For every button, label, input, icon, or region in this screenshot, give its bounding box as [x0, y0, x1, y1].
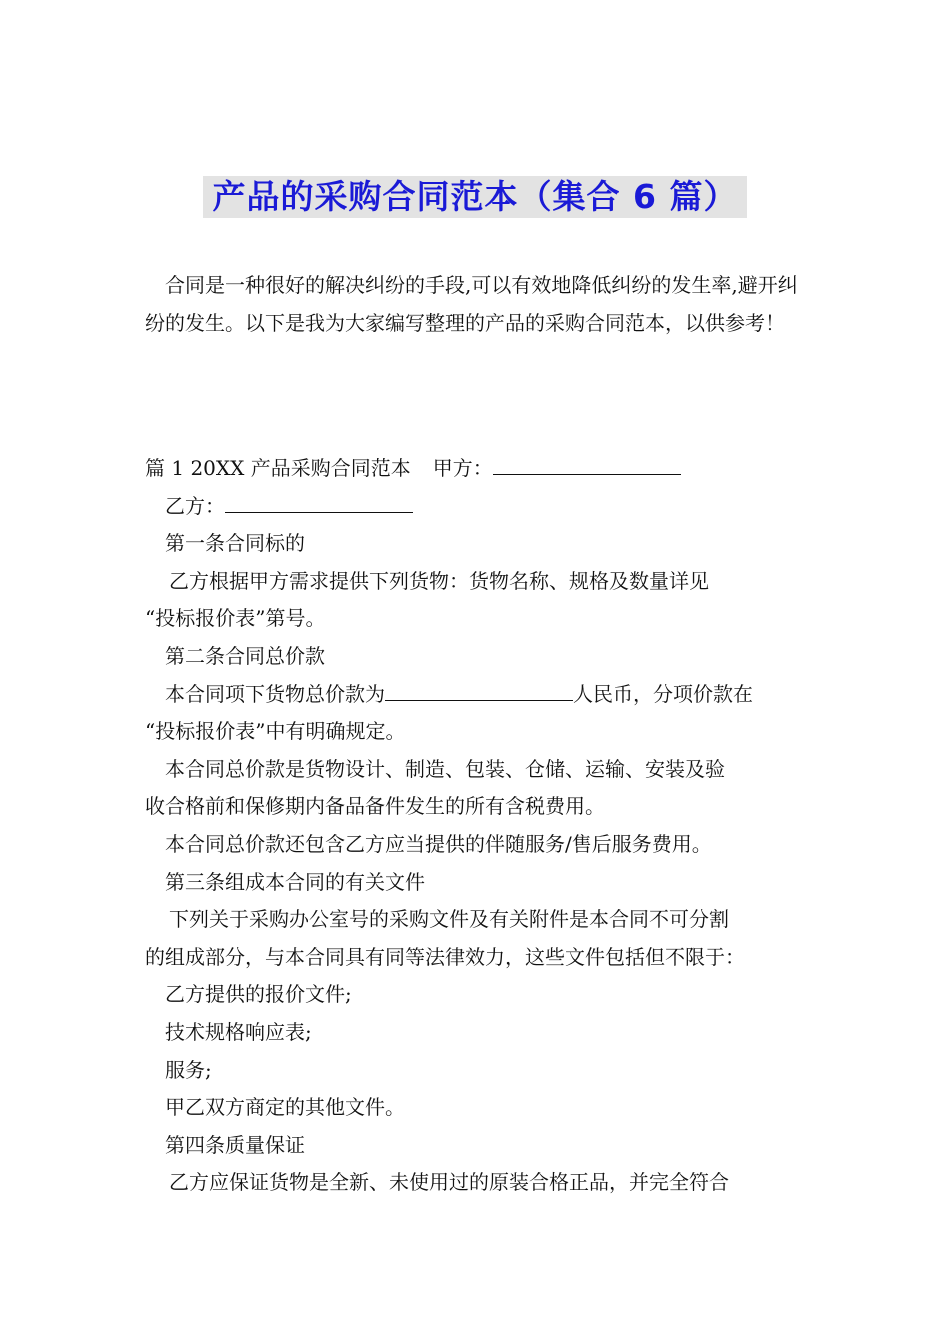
- article-2-service-line: 本合同总价款还包含乙方应当提供的伴随服务/售后服务费用。: [165, 831, 712, 856]
- article-3-item-4: 甲乙双方商定的其他文件。: [165, 1095, 405, 1120]
- total-price-blank: [385, 678, 573, 701]
- article-2-text-line-2: “投标报价表”中有明确规定。: [145, 719, 406, 744]
- party-b-blank: [225, 490, 413, 513]
- intro-section: [145, 266, 815, 342]
- article-3-title: 第三条组成本合同的有关文件: [165, 869, 425, 894]
- article-3-text-line-2: 的组成部分，与本合同具有同等法律效力，这些文件包括但不限于：: [145, 944, 745, 969]
- price-text-before: 本合同项下货物总价款为: [165, 681, 385, 706]
- article-2-cost-line-1: 本合同总价款是货物设计、制造、包装、仓储、运输、安装及验: [165, 756, 725, 781]
- article-2-cost-line-2: 收合格前和保修期内备品备件发生的所有含税费用。: [145, 794, 605, 819]
- article-3-item-3: 服务;: [165, 1057, 212, 1082]
- party-b-label: 乙方：: [165, 493, 225, 518]
- article-2-title: 第二条合同总价款: [165, 643, 325, 668]
- article-2-price-line: [145, 676, 815, 714]
- party-b-line: [145, 488, 815, 526]
- article-1-text-line-1: 乙方根据甲方需求提供下列货物：货物名称、规格及数量详见: [169, 568, 709, 593]
- article-3-text-line-1: 下列关于采购办公室号的采购文件及有关附件是本合同不可分割: [169, 907, 729, 932]
- intro-paragraph: 合同是一种很好的解决纠纷的手段,可以有效地降低纠纷的发生率,避开纠纷的发生。以下是我为大家编写整理的产品的采购合同范本，以供参考！: [145, 273, 798, 335]
- article-1-title: 第一条合同标的: [165, 531, 305, 556]
- section-header-line: [145, 450, 815, 488]
- price-text-after: 人民币，分项价款在: [573, 681, 753, 706]
- party-a-label: 甲方：: [432, 456, 493, 480]
- article-4-text-line-1: 乙方应保证货物是全新、未使用过的原装合格正品，并完全符合: [169, 1170, 729, 1195]
- article-4-title: 第四条质量保证: [165, 1132, 305, 1157]
- article-3-item-2: 技术规格响应表;: [165, 1019, 312, 1044]
- contract-body: [145, 450, 815, 1202]
- party-a-blank: [493, 452, 681, 475]
- article-3-item-1: 乙方提供的报价文件;: [165, 982, 352, 1007]
- document-title: 产品的采购合同范本（集合 6 篇）: [203, 176, 748, 218]
- title-container: [0, 176, 950, 218]
- section-header: 篇 1 20XX 产品采购合同范本: [145, 456, 411, 480]
- article-1-text-line-2: “投标报价表”第号。: [145, 606, 326, 631]
